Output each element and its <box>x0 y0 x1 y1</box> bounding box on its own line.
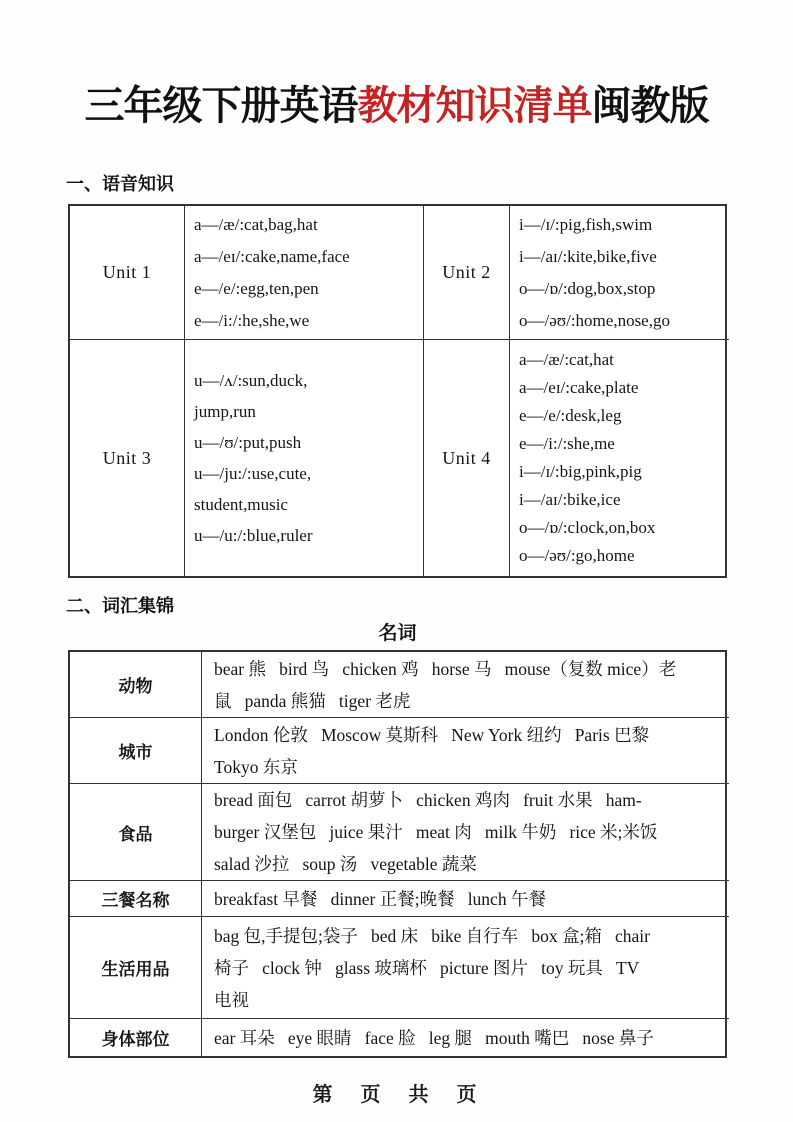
unit-label: Unit 3 <box>70 340 185 576</box>
text-line: i—/aɪ/:bike,ice <box>519 490 621 509</box>
vocab-row-content <box>202 718 729 784</box>
text-line: u—/ju:/:use,cute, <box>194 464 312 483</box>
vocab-row-content <box>202 881 729 917</box>
text-line: u—/ʌ/:sun,duck, <box>194 371 308 390</box>
text-line: u—/ʊ/:put,push <box>194 433 302 452</box>
text-line: o—/ɒ/:dog,box,stop <box>519 278 656 298</box>
text-line: salad 沙拉 soup 汤 vegetable 蔬菜 <box>214 854 477 874</box>
text-line: a—/eɪ/:cake,name,face <box>194 246 350 266</box>
text-line: 电视 <box>214 989 249 1010</box>
text-line: ear 耳朵 eye 眼睛 face 脸 leg 腿 mouth 嘴巴 nose 鼻子 <box>214 1027 654 1048</box>
text-line: a—/eɪ/:cake,plate <box>519 378 639 397</box>
unit-label: Unit 1 <box>70 206 185 340</box>
text-line: i—/aɪ/:kite,bike,five <box>519 246 657 266</box>
text-line: 椅子 clock 钟 glass 玻璃杯 picture 图片 toy 玩具 TV <box>214 957 640 978</box>
text-line: e—/i:/:she,me <box>519 434 615 453</box>
title-highlight: 教材知识清单 <box>357 84 592 128</box>
phonics-lines <box>510 340 729 576</box>
text-line: burger 汉堡包 juice 果汁 meat 肉 milk 牛奶 rice 米;米饭 <box>214 822 658 842</box>
title-suffix: 闽教版 <box>591 84 709 128</box>
text-line: e—/i:/:he,she,we <box>194 310 310 330</box>
text-line: breakfast 早餐 dinner 正餐;晚餐 lunch 午餐 <box>214 888 546 909</box>
text-line: u—/u:/:blue,ruler <box>194 526 313 545</box>
title-prefix: 三年级下册英语 <box>84 84 358 128</box>
category-label: 身体部位 <box>70 1019 202 1056</box>
category-label: 城市 <box>70 718 202 784</box>
category-label: 食品 <box>70 784 202 881</box>
vocab-table <box>68 650 727 1058</box>
phonics-lines <box>185 206 424 340</box>
text-line: e—/e/:egg,ten,pen <box>194 278 319 298</box>
vocab-row-content <box>202 784 729 881</box>
text-line: student,music <box>194 495 288 514</box>
unit-label: Unit 4 <box>424 340 510 576</box>
text-line: a—/æ/:cat,hat <box>519 350 614 369</box>
phonics-lines <box>185 340 424 576</box>
section-heading-vocab: 二、词汇集锦 <box>66 596 174 616</box>
text-line: i—/ɪ/:pig,fish,swim <box>519 214 653 234</box>
text-line: o—/əʊ/:home,nose,go <box>519 310 670 330</box>
text-line: o—/əʊ/:go,home <box>519 546 635 565</box>
page-footer: 第 页 共 页 <box>312 1084 481 1106</box>
category-label: 动物 <box>70 652 202 718</box>
page-title <box>0 74 793 131</box>
text-line: e—/e/:desk,leg <box>519 406 622 425</box>
text-line: bread 面包 carrot 胡萝卜 chicken 鸡肉 fruit 水果 ham- <box>214 790 642 810</box>
text-line: jump,run <box>194 402 256 421</box>
text-line: a—/æ/:cat,bag,hat <box>194 214 318 234</box>
text-line: Tokyo 东京 <box>214 756 298 777</box>
unit-label: Unit 2 <box>424 206 510 340</box>
text-line: London 伦敦 Moscow 莫斯科 New York 纽约 Paris 巴黎 <box>214 724 650 745</box>
category-label: 三餐名称 <box>70 881 202 917</box>
text-line: bag 包,手提包;袋子 bed 床 bike 自行车 box 盒;箱 chair <box>214 925 650 946</box>
text-line: i—/ɪ/:big,pink,pig <box>519 462 642 481</box>
text-line: 鼠 panda 熊猫 tiger 老虎 <box>214 690 411 711</box>
vocab-row-content <box>202 1019 729 1056</box>
phonics-table <box>68 204 727 578</box>
phonics-lines <box>510 206 729 340</box>
vocab-row-content <box>202 917 729 1019</box>
section-heading-phonics: 一、语音知识 <box>66 174 174 194</box>
text-line: o—/ɒ/:clock,on,box <box>519 518 656 537</box>
vocab-row-content <box>202 652 729 718</box>
text-line: bear 熊 bird 鸟 chicken 鸡 horse 马 mouse（复数 mice）老 <box>214 658 677 679</box>
category-label: 生活用品 <box>70 917 202 1019</box>
vocab-subtitle: 名词 <box>378 623 417 644</box>
